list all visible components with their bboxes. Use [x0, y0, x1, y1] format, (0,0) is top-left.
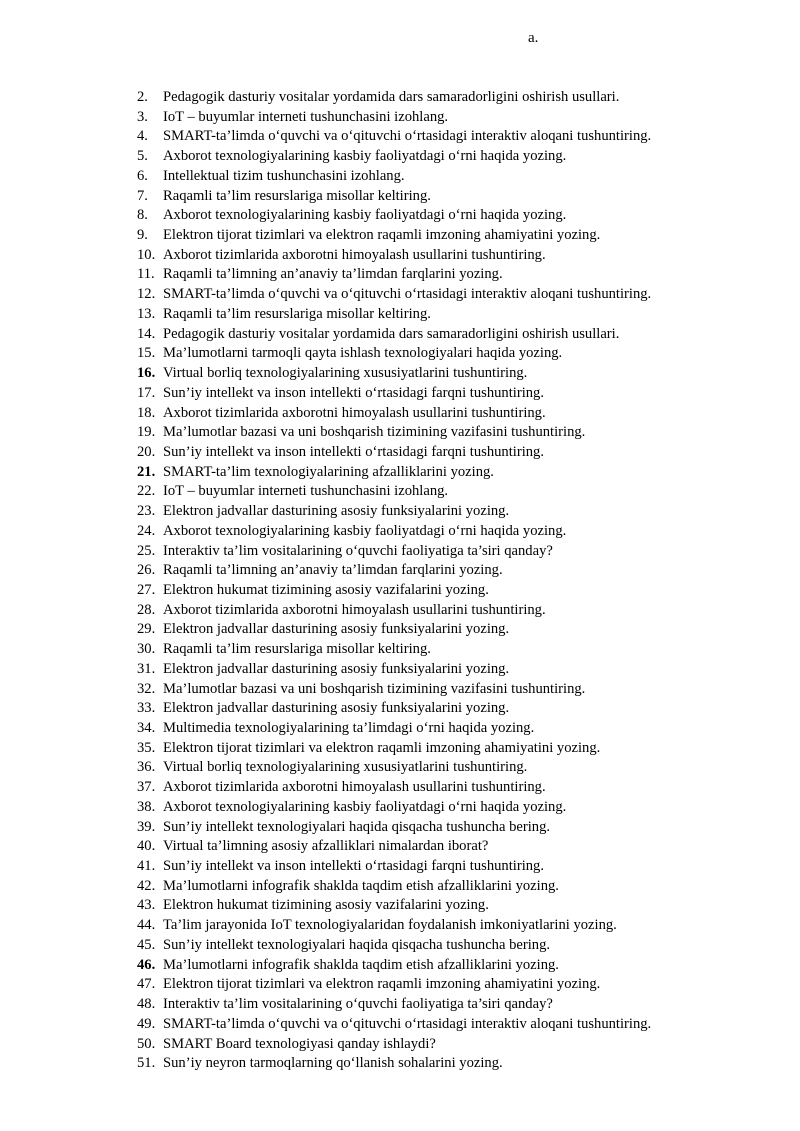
- list-item: [137, 226, 777, 246]
- list-item: [137, 108, 777, 128]
- question-number: 30.: [137, 641, 156, 658]
- question-text: Sun’iy intellekt va inson intellekti o‘rtasidagi farqni tushuntiring.: [163, 443, 544, 460]
- question-text: Pedagogik dasturiy vositalar yordamida dars samaradorligini oshirish usullari.: [163, 325, 620, 342]
- question-list: [137, 88, 777, 1074]
- question-number: 45.: [137, 936, 156, 953]
- question-number: 7.: [137, 187, 148, 204]
- question-text: Elektron hukumat tizimining asosiy vazifalarini yozing.: [163, 897, 489, 914]
- question-number: 33.: [137, 700, 156, 717]
- question-text: Raqamli ta’limning an’anaviy ta’limdan farqlarini yozing.: [163, 266, 503, 283]
- question-text: SMART-ta’limda o‘quvchi va o‘qituvchi o‘rtasidagi interaktiv aloqani tushuntiring.: [163, 286, 652, 303]
- question-number: 4.: [137, 128, 148, 145]
- list-item: [137, 995, 777, 1015]
- question-text: Axborot texnologiyalarining kasbiy faoliyatdagi o‘rni haqida yozing.: [163, 148, 567, 165]
- list-item: [137, 463, 777, 483]
- question-number: 47.: [137, 976, 156, 993]
- question-text: Axborot texnologiyalarining kasbiy faoliyatdagi o‘rni haqida yozing.: [163, 207, 567, 224]
- list-item: [137, 601, 777, 621]
- question-text: Virtual ta’limning asosiy afzalliklari nimalardan iborat?: [163, 838, 489, 855]
- list-item: [137, 364, 777, 384]
- list-item: [137, 147, 777, 167]
- list-item: [137, 837, 777, 857]
- question-number: 50.: [137, 1035, 156, 1052]
- question-text: SMART-ta’lim texnologiyalarining afzalliklarini yozing.: [163, 463, 494, 480]
- question-number: 12.: [137, 286, 156, 303]
- list-item: [137, 798, 777, 818]
- question-number: 39.: [137, 818, 156, 835]
- question-text: IoT – buyumlar interneti tushunchasini izohlang.: [163, 483, 449, 500]
- question-number: 20.: [137, 443, 156, 460]
- question-text: Elektron jadvallar dasturining asosiy funksiyalarini yozing.: [163, 700, 510, 717]
- question-text: Axborot texnologiyalarining kasbiy faoliyatdagi o‘rni haqida yozing.: [163, 522, 567, 539]
- question-text: Raqamli ta’lim resurslariga misollar keltiring.: [163, 641, 431, 658]
- list-item: [137, 344, 777, 364]
- list-item: [137, 857, 777, 877]
- list-item: [137, 936, 777, 956]
- question-text: Interaktiv ta’lim vositalarining o‘quvchi faoliyatiga ta’siri qanday?: [163, 542, 553, 559]
- list-item: [137, 739, 777, 759]
- question-number: 16.: [137, 365, 156, 382]
- list-item: [137, 916, 777, 936]
- list-item: [137, 325, 777, 345]
- question-text: SMART Board texnologiyasi qanday ishlaydi?: [163, 1035, 436, 1052]
- question-text: Axborot texnologiyalarining kasbiy faoliyatdagi o‘rni haqida yozing.: [163, 798, 567, 815]
- question-number: 26.: [137, 562, 156, 579]
- question-text: Sun’iy intellekt texnologiyalari haqida qisqacha tushuncha bering.: [163, 818, 551, 835]
- list-item: [137, 620, 777, 640]
- list-item: [137, 680, 777, 700]
- question-number: 13.: [137, 305, 156, 322]
- question-number: 24.: [137, 522, 156, 539]
- question-text: Axborot tizimlarida axborotni himoyalash usullarini tushuntiring.: [163, 246, 546, 263]
- question-text: Raqamli ta’lim resurslariga misollar keltiring.: [163, 187, 431, 204]
- question-text: Elektron tijorat tizimlari va elektron raqamli imzoning ahamiyatini yozing.: [163, 739, 601, 756]
- question-text: Axborot tizimlarida axborotni himoyalash usullarini tushuntiring.: [163, 601, 546, 618]
- question-number: 36.: [137, 759, 156, 776]
- list-item: [137, 127, 777, 147]
- question-number: 27.: [137, 581, 156, 598]
- list-item: [137, 758, 777, 778]
- list-item: [137, 88, 777, 108]
- question-number: 23.: [137, 503, 156, 520]
- list-item: [137, 896, 777, 916]
- question-number: 25.: [137, 542, 156, 559]
- question-text: Sun’iy intellekt texnologiyalari haqida qisqacha tushuncha bering.: [163, 936, 551, 953]
- question-number: 32.: [137, 680, 156, 697]
- question-number: 2.: [137, 89, 148, 105]
- question-text: IoT – buyumlar interneti tushunchasini izohlang.: [163, 108, 449, 125]
- question-text: Ma’lumotlarni infografik shaklda taqdim etish afzalliklarini yozing.: [163, 956, 559, 973]
- question-text: Virtual borliq texnologiyalarining xususiyatlarini tushuntiring.: [163, 365, 528, 382]
- question-text: Elektron tijorat tizimlari va elektron raqamli imzoning ahamiyatini yozing.: [163, 976, 601, 993]
- question-text: SMART-ta’limda o‘quvchi va o‘qituvchi o‘rtasidagi interaktiv aloqani tushuntiring.: [163, 128, 652, 145]
- question-number: 9.: [137, 227, 148, 244]
- question-number: 41.: [137, 858, 156, 875]
- question-text: Axborot tizimlarida axborotni himoyalash usullarini tushuntiring.: [163, 779, 546, 796]
- question-text: Sun’iy intellekt va inson intellekti o‘rtasidagi farqni tushuntiring.: [163, 384, 544, 401]
- list-item: [137, 542, 777, 562]
- list-item: [137, 246, 777, 266]
- question-number: 31.: [137, 660, 156, 677]
- question-number: 37.: [137, 779, 156, 796]
- list-item: [137, 561, 777, 581]
- question-text: Elektron jadvallar dasturining asosiy funksiyalarini yozing.: [163, 621, 510, 638]
- question-number: 22.: [137, 483, 156, 500]
- list-item: [137, 778, 777, 798]
- question-number: 21.: [137, 463, 156, 480]
- list-item: [137, 167, 777, 187]
- list-item: [137, 265, 777, 285]
- question-text: Axborot tizimlarida axborotni himoyalash usullarini tushuntiring.: [163, 404, 546, 421]
- question-number: 51.: [137, 1055, 156, 1072]
- list-item: [137, 975, 777, 995]
- question-number: 46.: [137, 956, 156, 973]
- question-number: 35.: [137, 739, 156, 756]
- question-number: 48.: [137, 996, 156, 1013]
- list-item: [137, 522, 777, 542]
- question-text: Multimedia texnologiyalarining ta’limdagi o‘rni haqida yozing.: [163, 720, 535, 736]
- question-text: Ma’lumotlarni infografik shaklda taqdim etish afzalliklarini yozing.: [163, 877, 559, 894]
- list-item: [137, 699, 777, 719]
- list-item: [137, 423, 777, 443]
- list-item: [137, 818, 777, 838]
- list-item: [137, 1054, 777, 1074]
- list-item: [137, 206, 777, 226]
- question-number: 49.: [137, 1015, 156, 1032]
- page-header: a.: [528, 30, 539, 46]
- question-text: Raqamli ta’limning an’anaviy ta’limdan farqlarini yozing.: [163, 562, 503, 579]
- question-number: 19.: [137, 424, 156, 441]
- question-text: Sun’iy neyron tarmoqlarning qo‘llanish sohalarini yozing.: [163, 1055, 503, 1072]
- question-number: 34.: [137, 720, 156, 736]
- question-number: 29.: [137, 621, 156, 638]
- question-number: 8.: [137, 207, 148, 224]
- question-text: Interaktiv ta’lim vositalarining o‘quvchi faoliyatiga ta’siri qanday?: [163, 996, 553, 1013]
- list-item: [137, 404, 777, 424]
- list-item: [137, 640, 777, 660]
- list-item: [137, 660, 777, 680]
- question-number: 18.: [137, 404, 156, 421]
- question-number: 44.: [137, 917, 156, 934]
- question-number: 11.: [137, 266, 155, 283]
- question-number: 6.: [137, 167, 148, 184]
- question-text: Raqamli ta’lim resurslariga misollar keltiring.: [163, 305, 431, 322]
- question-text: Pedagogik dasturiy vositalar yordamida dars samaradorligini oshirish usullari.: [163, 89, 620, 105]
- question-text: Elektron hukumat tizimining asosiy vazifalarini yozing.: [163, 581, 489, 598]
- question-number: 17.: [137, 384, 156, 401]
- list-item: [137, 502, 777, 522]
- question-text: Ta’lim jarayonida IoT texnologiyalaridan foydalanish imkoniyatlarini yozing.: [163, 917, 617, 934]
- list-item: [137, 1015, 777, 1035]
- question-text: Elektron jadvallar dasturining asosiy funksiyalarini yozing.: [163, 660, 510, 677]
- question-number: 5.: [137, 148, 148, 165]
- question-text: Ma’lumotlarni tarmoqli qayta ishlash texnologiyalari haqida yozing.: [163, 345, 563, 362]
- question-number: 28.: [137, 601, 156, 618]
- question-number: 15.: [137, 345, 156, 362]
- list-item: [137, 719, 777, 739]
- question-number: 10.: [137, 246, 156, 263]
- question-number: 40.: [137, 838, 156, 855]
- list-item: [137, 1035, 777, 1055]
- question-text: Intellektual tizim tushunchasini izohlang.: [163, 167, 405, 184]
- question-number: 43.: [137, 897, 156, 914]
- list-item: [137, 285, 777, 305]
- question-text: Elektron tijorat tizimlari va elektron raqamli imzoning ahamiyatini yozing.: [163, 227, 601, 244]
- question-text: SMART-ta’limda o‘quvchi va o‘qituvchi o‘rtasidagi interaktiv aloqani tushuntiring.: [163, 1015, 652, 1032]
- list-item: [137, 384, 777, 404]
- list-item: [137, 956, 777, 976]
- question-number: 38.: [137, 798, 156, 815]
- list-item: [137, 581, 777, 601]
- list-item: [137, 482, 777, 502]
- question-number: 42.: [137, 877, 156, 894]
- question-text: Ma’lumotlar bazasi va uni boshqarish tizimining vazifasini tushuntiring.: [163, 680, 586, 697]
- question-number: 14.: [137, 325, 156, 342]
- question-number: 3.: [137, 108, 148, 125]
- question-text: Virtual borliq texnologiyalarining xususiyatlarini tushuntiring.: [163, 759, 528, 776]
- list-item: [137, 443, 777, 463]
- question-text: Elektron jadvallar dasturining asosiy funksiyalarini yozing.: [163, 503, 510, 520]
- question-text: Ma’lumotlar bazasi va uni boshqarish tizimining vazifasini tushuntiring.: [163, 424, 586, 441]
- list-item: [137, 187, 777, 207]
- list-item: [137, 305, 777, 325]
- list-item: [137, 877, 777, 897]
- question-text: Sun’iy intellekt va inson intellekti o‘rtasidagi farqni tushuntiring.: [163, 858, 544, 875]
